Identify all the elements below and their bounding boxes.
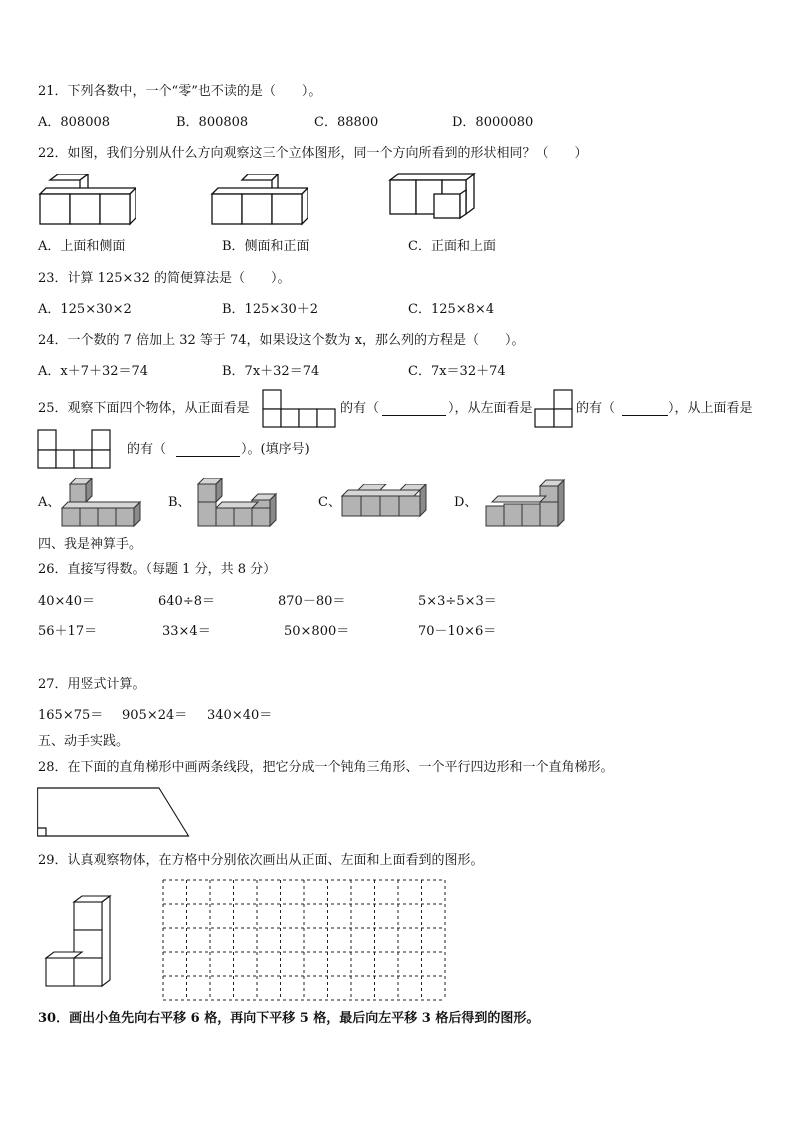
q27-stem: 27．用竖式计算。 xyxy=(38,677,146,692)
q28-stem: 28．在下面的直角梯形中画两条线段，把它分成一个钝角三角形、一个平行四边形和一个直角梯形。 xyxy=(38,760,614,775)
q25-text-1: 25．观察下面四个物体，从正面看是 xyxy=(38,401,250,416)
q26-item-5: 56＋17＝ xyxy=(38,624,98,639)
q24-option-b: B．7x＋32＝74 xyxy=(222,364,320,379)
q25-object-a xyxy=(60,478,142,528)
q24-stem: 24．一个数的 7 倍加上 32 等于 74，如果设这个数为 x，那么列的方程是（ ）。 xyxy=(38,333,525,348)
q25-text-2: 的有（ xyxy=(340,401,380,416)
q26-item-1: 40×40＝ xyxy=(38,594,95,609)
q25-text-4: 的有（ xyxy=(576,401,616,416)
q25-label-b: B、 xyxy=(168,495,191,510)
q21-option-c: C．88800 xyxy=(314,115,379,130)
q25-top-view-figure xyxy=(37,429,115,471)
q27-item-2: 905×24＝ xyxy=(122,708,188,723)
q26-item-6: 33×4＝ xyxy=(162,624,211,639)
q27-item-3: 340×40＝ xyxy=(207,708,273,723)
q25-text-3: ），从左面看是 xyxy=(448,401,533,416)
q24-option-a: A．x＋7＋32＝74 xyxy=(38,364,149,379)
q22-option-b: B．侧面和正面 xyxy=(222,239,310,254)
q24-option-c: C．7x＝32＋74 xyxy=(408,364,506,379)
q25-text-6: 的有（ xyxy=(127,442,167,457)
q21-stem: 21．下列各数中，一个“零”也不读的是（ ）。 xyxy=(38,84,322,99)
q26-item-8: 70－10×6＝ xyxy=(418,624,497,639)
q29-stacked-cubes xyxy=(44,894,116,988)
section-4-title: 四、我是神算手。 xyxy=(38,537,143,552)
q21-option-b: B．800808 xyxy=(176,115,249,130)
q22-figure-1 xyxy=(36,174,136,230)
q25-text-5: ），从上面看是 xyxy=(668,401,753,416)
q25-object-c xyxy=(340,484,430,520)
q26-item-3: 870－80＝ xyxy=(278,594,346,609)
q23-option-a: A．125×30×2 xyxy=(38,302,132,317)
section-5-title: 五、动手实践。 xyxy=(38,734,130,749)
q25-front-view-figure xyxy=(262,389,340,429)
q23-option-c: C．125×8×4 xyxy=(408,302,495,317)
q25-object-b xyxy=(196,478,286,528)
q26-item-4: 5×3÷5×3＝ xyxy=(418,594,497,609)
q21-option-d: D．8000080 xyxy=(452,115,534,130)
q22-stem: 22．如图，我们分别从什么方向观察这三个立体图形，同一个方向所看到的形状相同？（ ） xyxy=(38,146,588,161)
q25-label-c: C、 xyxy=(318,495,341,510)
q23-option-b: B．125×30＋2 xyxy=(222,302,319,317)
q25-answer-blank-1[interactable] xyxy=(382,415,446,416)
q29-dashed-grid[interactable] xyxy=(162,879,448,1001)
q23-stem: 23．计算 125×32 的简便算法是（ ）。 xyxy=(38,271,291,286)
q22-figure-2 xyxy=(208,174,308,230)
q28-right-trapezoid xyxy=(36,786,190,840)
q25-object-d xyxy=(484,478,576,528)
q26-item-2: 640÷8＝ xyxy=(158,594,215,609)
q25-answer-blank-3[interactable] xyxy=(176,456,240,457)
q22-option-c: C．正面和上面 xyxy=(408,239,496,254)
q25-text-7: ）。(填序号) xyxy=(241,442,310,457)
q25-label-a: A、 xyxy=(38,495,61,510)
q22-figure-3 xyxy=(386,172,482,228)
q29-stem: 29．认真观察物体，在方格中分别依次画出从正面、左面和上面看到的图形。 xyxy=(38,853,484,868)
q26-stem: 26．直接写得数。（每题 1 分，共 8 分） xyxy=(38,562,277,577)
q25-answer-blank-2[interactable] xyxy=(622,415,668,416)
q26-item-7: 50×800＝ xyxy=(284,624,350,639)
q25-left-view-figure xyxy=(534,389,576,429)
q25-label-d: D、 xyxy=(454,495,478,510)
q21-option-a: A．808008 xyxy=(38,115,111,130)
q22-option-a: A．上面和侧面 xyxy=(38,239,126,254)
q30-stem: 30．画出小鱼先向右平移 6 格，再向下平移 5 格，最后向左平移 3 格后得到的图形。 xyxy=(38,1011,540,1026)
q27-item-1: 165×75＝ xyxy=(38,708,104,723)
